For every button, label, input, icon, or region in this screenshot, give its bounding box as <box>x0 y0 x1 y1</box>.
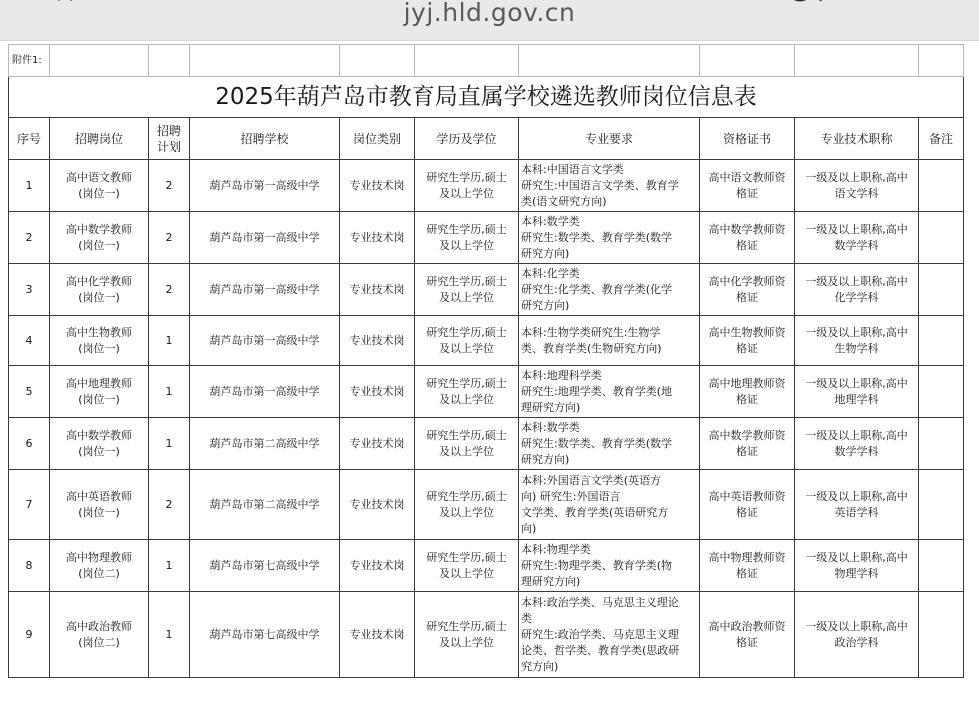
major-line: 本科:中国语言文学类 <box>521 162 624 176</box>
cell-major <box>519 366 700 418</box>
cell-degree <box>415 418 519 470</box>
certificate-line1: 高中地理教师资 <box>708 376 786 390</box>
major-line: 类 <box>521 611 532 625</box>
cell-title <box>795 264 919 316</box>
title-line1: 一级及以上职称,高中 <box>805 376 908 390</box>
table-row <box>9 366 964 418</box>
cell-remark <box>919 264 964 316</box>
cell-remark <box>919 418 964 470</box>
major-line: 究方向) <box>521 659 559 673</box>
position-line1: 高中语文教师 <box>66 170 132 184</box>
cell-category: 专业技术岗 <box>340 264 415 316</box>
title-line1: 一级及以上职称,高中 <box>805 550 908 564</box>
certificate-line2: 格证 <box>736 238 758 252</box>
cell-seq: 7 <box>9 470 50 540</box>
major-line: 理研究方向) <box>521 574 581 588</box>
header-plan-line1: 招聘 <box>156 123 181 138</box>
cell-title <box>795 418 919 470</box>
major-line: 向) 研究生:外国语言 <box>521 489 621 503</box>
position-line1: 高中数学教师 <box>66 222 132 236</box>
cell-category: 专业技术岗 <box>340 592 415 678</box>
cell-position <box>50 366 149 418</box>
degree-line2: 及以上学位 <box>439 566 494 580</box>
cell-certificate <box>700 264 795 316</box>
major-line: 研究生:物理学类、教育学类(物 <box>521 558 672 572</box>
position-line2: (岗位一) <box>78 444 120 458</box>
cell-seq: 9 <box>9 592 50 678</box>
degree-line1: 研究生学历,硕士 <box>426 170 507 184</box>
title-row <box>9 77 964 118</box>
header-title: 专业技术职称 <box>795 118 919 160</box>
position-line2: (岗位二) <box>78 566 120 580</box>
position-line2: (岗位一) <box>78 186 120 200</box>
major-line: 研究生:化学类、教育学类(化学 <box>521 282 672 296</box>
cell-degree <box>415 264 519 316</box>
position-line1: 高中数学教师 <box>66 428 132 442</box>
major-line: 本科:政治学类、马克思主义理论 <box>521 595 679 609</box>
cell-position <box>50 592 149 678</box>
cell-certificate <box>700 592 795 678</box>
cell-title <box>795 470 919 540</box>
cell-category: 专业技术岗 <box>340 316 415 366</box>
cell-remark <box>919 540 964 592</box>
certificate-line2: 格证 <box>736 505 758 519</box>
cell-plan: 1 <box>149 540 190 592</box>
degree-line2: 及以上学位 <box>439 635 494 649</box>
cell-school: 葫芦岛市第七高级中学 <box>190 540 340 592</box>
cell-major <box>519 592 700 678</box>
cell-major <box>519 470 700 540</box>
certificate-line1: 高中语文教师资 <box>708 170 786 184</box>
header-row <box>9 118 964 160</box>
cell-school: 葫芦岛市第一高级中学 <box>190 160 340 212</box>
cell-remark <box>919 160 964 212</box>
degree-line1: 研究生学历,硕士 <box>426 619 507 633</box>
cell-remark <box>919 592 964 678</box>
cell-title <box>795 160 919 212</box>
cell-plan: 2 <box>149 470 190 540</box>
cell-certificate <box>700 316 795 366</box>
cell-school: 葫芦岛市第一高级中学 <box>190 366 340 418</box>
table-row <box>9 592 964 678</box>
certificate-line2: 格证 <box>736 341 758 355</box>
degree-line1: 研究生学历,硕士 <box>426 376 507 390</box>
cell-degree <box>415 540 519 592</box>
empty-cell <box>700 45 795 77</box>
cell-position <box>50 160 149 212</box>
degree-line2: 及以上学位 <box>439 341 494 355</box>
title-line1: 一级及以上职称,高中 <box>805 428 908 442</box>
cell-position <box>50 212 149 264</box>
cell-degree <box>415 470 519 540</box>
degree-line1: 研究生学历,硕士 <box>426 222 507 236</box>
major-line: 研究方向) <box>521 246 570 260</box>
cell-school: 葫芦岛市第二高级中学 <box>190 418 340 470</box>
cell-certificate <box>700 470 795 540</box>
major-line: 研究生:中国语言文学类、教育学 <box>521 178 679 192</box>
cell-certificate <box>700 212 795 264</box>
major-line: 研究生:数学类、教育学类(数学 <box>521 436 672 450</box>
position-line2: (岗位一) <box>78 392 120 406</box>
position-line1: 高中地理教师 <box>66 376 132 390</box>
cell-category: 专业技术岗 <box>340 212 415 264</box>
degree-line1: 研究生学历,硕士 <box>426 325 507 339</box>
cell-seq: 2 <box>9 212 50 264</box>
header-seq: 序号 <box>9 118 50 160</box>
major-line: 本科:生物学类研究生:生物学 <box>521 325 661 339</box>
cell-school: 葫芦岛市第一高级中学 <box>190 212 340 264</box>
attachment-label: 附件1: <box>9 45 50 77</box>
title-line2: 语文学科 <box>834 186 879 200</box>
degree-line1: 研究生学历,硕士 <box>426 489 507 503</box>
empty-cell <box>149 45 190 77</box>
major-line: 类(语文研究方向) <box>521 194 607 208</box>
cell-position <box>50 418 149 470</box>
empty-cell <box>340 45 415 77</box>
major-line: 研究生:数学类、教育学类(数学 <box>521 230 672 244</box>
cell-seq: 3 <box>9 264 50 316</box>
cell-category: 专业技术岗 <box>340 160 415 212</box>
cell-major <box>519 418 700 470</box>
certificate-line1: 高中物理教师资 <box>708 550 786 564</box>
header-remark: 备注 <box>919 118 964 160</box>
cell-certificate <box>700 540 795 592</box>
degree-line2: 及以上学位 <box>439 392 494 406</box>
major-line: 研究生:地理学类、教育学类(地 <box>521 384 672 398</box>
title-line2: 数学学科 <box>834 238 879 252</box>
certificate-line1: 高中数学教师资 <box>708 428 786 442</box>
table-row <box>9 470 964 540</box>
table-row <box>9 264 964 316</box>
certificate-line2: 格证 <box>736 444 758 458</box>
certificate-line2: 格证 <box>736 566 758 580</box>
cell-school: 葫芦岛市第一高级中学 <box>190 264 340 316</box>
header-school: 招聘学校 <box>190 118 340 160</box>
cell-degree <box>415 366 519 418</box>
cell-plan: 2 <box>149 264 190 316</box>
header-plan <box>149 118 190 160</box>
degree-line2: 及以上学位 <box>439 444 494 458</box>
header-position: 招聘岗位 <box>50 118 149 160</box>
cell-title <box>795 366 919 418</box>
cell-remark <box>919 316 964 366</box>
empty-cell <box>415 45 519 77</box>
spreadsheet <box>8 44 963 678</box>
cell-remark <box>919 470 964 540</box>
cell-category: 专业技术岗 <box>340 470 415 540</box>
empty-cell <box>50 45 149 77</box>
empty-cell <box>795 45 919 77</box>
attachment-row <box>9 45 964 77</box>
position-line1: 高中生物教师 <box>66 325 132 339</box>
cell-major <box>519 160 700 212</box>
cell-plan: 1 <box>149 418 190 470</box>
certificate-line1: 高中数学教师资 <box>708 222 786 236</box>
title-line1: 一级及以上职称,高中 <box>805 222 908 236</box>
title-line1: 一级及以上职称,高中 <box>805 325 908 339</box>
degree-line1: 研究生学历,硕士 <box>426 428 507 442</box>
title-line1: 一级及以上职称,高中 <box>805 619 908 633</box>
position-line1: 高中英语教师 <box>66 489 132 503</box>
header-category: 岗位类别 <box>340 118 415 160</box>
title-line2: 政治学科 <box>834 635 879 649</box>
cell-plan: 2 <box>149 212 190 264</box>
cell-seq: 6 <box>9 418 50 470</box>
cell-major <box>519 212 700 264</box>
major-line: 本科:化学类 <box>521 266 580 280</box>
cell-certificate <box>700 160 795 212</box>
degree-line2: 及以上学位 <box>439 505 494 519</box>
cell-remark <box>919 212 964 264</box>
table-row <box>9 160 964 212</box>
title-line1: 一级及以上职称,高中 <box>805 274 908 288</box>
empty-cell <box>190 45 340 77</box>
cell-seq: 8 <box>9 540 50 592</box>
title-line2: 地理学科 <box>834 392 879 406</box>
header-degree: 学历及学位 <box>415 118 519 160</box>
certificate-line2: 格证 <box>736 392 758 406</box>
cell-certificate <box>700 366 795 418</box>
position-line1: 高中物理教师 <box>66 550 132 564</box>
cell-plan: 1 <box>149 316 190 366</box>
cell-seq: 1 <box>9 160 50 212</box>
cell-major <box>519 540 700 592</box>
position-line2: (岗位一) <box>78 290 120 304</box>
cell-title <box>795 316 919 366</box>
title-line2: 生物学科 <box>834 341 879 355</box>
certificate-line1: 高中政治教师资 <box>708 619 786 633</box>
title-line2: 化学学科 <box>834 290 879 304</box>
position-line2: (岗位一) <box>78 505 120 519</box>
search-icon[interactable] <box>786 0 826 6</box>
cell-position <box>50 264 149 316</box>
cell-school: 葫芦岛市第一高级中学 <box>190 316 340 366</box>
cell-major <box>519 264 700 316</box>
cell-degree <box>415 316 519 366</box>
cell-position <box>50 316 149 366</box>
header-certificate: 资格证书 <box>700 118 795 160</box>
cell-title <box>795 592 919 678</box>
major-line: 文学类、教育学类(英语研究方 <box>521 505 669 519</box>
major-line: 本科:物理学类 <box>521 542 591 556</box>
cell-certificate <box>700 418 795 470</box>
major-line: 本科:数学类 <box>521 214 580 228</box>
cell-plan: 1 <box>149 366 190 418</box>
certificate-line2: 格证 <box>736 290 758 304</box>
major-line: 理研究方向) <box>521 400 581 414</box>
cell-seq: 4 <box>9 316 50 366</box>
position-line2: (岗位一) <box>78 341 120 355</box>
table-row <box>9 316 964 366</box>
cell-school: 葫芦岛市第七高级中学 <box>190 592 340 678</box>
cell-remark <box>919 366 964 418</box>
major-line: 本科:数学类 <box>521 420 580 434</box>
table-row <box>9 540 964 592</box>
certificate-line2: 格证 <box>736 186 758 200</box>
title-line2: 数学学科 <box>834 444 879 458</box>
major-line: 向) <box>521 521 537 535</box>
cell-plan: 2 <box>149 160 190 212</box>
degree-line1: 研究生学历,硕士 <box>426 550 507 564</box>
position-line2: (岗位二) <box>78 635 120 649</box>
certificate-line1: 高中英语教师资 <box>708 489 786 503</box>
cell-seq: 5 <box>9 366 50 418</box>
empty-cell <box>919 45 964 77</box>
table-row <box>9 418 964 470</box>
cell-category: 专业技术岗 <box>340 418 415 470</box>
major-line: 研究生:政治学类、马克思主义理 <box>521 627 679 641</box>
position-line2: (岗位一) <box>78 238 120 252</box>
cell-category: 专业技术岗 <box>340 366 415 418</box>
cell-degree <box>415 212 519 264</box>
cell-degree <box>415 160 519 212</box>
certificate-line1: 高中化学教师资 <box>708 274 786 288</box>
cell-degree <box>415 592 519 678</box>
major-line: 本科:地理科学类 <box>521 368 602 382</box>
table-row <box>9 212 964 264</box>
position-line1: 高中政治教师 <box>66 619 132 633</box>
cell-major <box>519 316 700 366</box>
major-line: 本科:外国语言文学类(英语方 <box>521 473 661 487</box>
cell-title <box>795 540 919 592</box>
major-line: 研究方向) <box>521 452 570 466</box>
cell-title <box>795 212 919 264</box>
degree-line2: 及以上学位 <box>439 186 494 200</box>
position-line1: 高中化学教师 <box>66 274 132 288</box>
title-line1: 一级及以上职称,高中 <box>805 489 908 503</box>
empty-cell <box>519 45 700 77</box>
cell-position <box>50 540 149 592</box>
degree-line2: 及以上学位 <box>439 290 494 304</box>
major-line: 研究方向) <box>521 298 570 312</box>
position-table <box>8 44 964 678</box>
cell-category: 专业技术岗 <box>340 540 415 592</box>
url-text[interactable]: jyj.hld.gov.cn <box>403 0 576 27</box>
title-line2: 物理学科 <box>834 566 879 580</box>
cell-plan: 1 <box>149 592 190 678</box>
title-line1: 一级及以上职称,高中 <box>805 170 908 184</box>
certificate-line1: 高中生物教师资 <box>708 325 786 339</box>
degree-line2: 及以上学位 <box>439 238 494 252</box>
degree-line1: 研究生学历,硕士 <box>426 274 507 288</box>
title-line2: 英语学科 <box>834 505 879 519</box>
header-major: 专业要求 <box>519 118 700 160</box>
table-title: 2025年葫芦岛市教育局直属学校遴选教师岗位信息表 <box>9 77 964 118</box>
cell-school: 葫芦岛市第二高级中学 <box>190 470 340 540</box>
major-line: 类、教育学类(生物研究方向) <box>521 341 662 355</box>
certificate-line2: 格证 <box>736 635 758 649</box>
browser-address-bar <box>0 0 979 41</box>
header-plan-line2: 计划 <box>156 139 181 154</box>
major-line: 论类、哲学类、教育学类(思政研 <box>521 643 680 657</box>
cell-position <box>50 470 149 540</box>
